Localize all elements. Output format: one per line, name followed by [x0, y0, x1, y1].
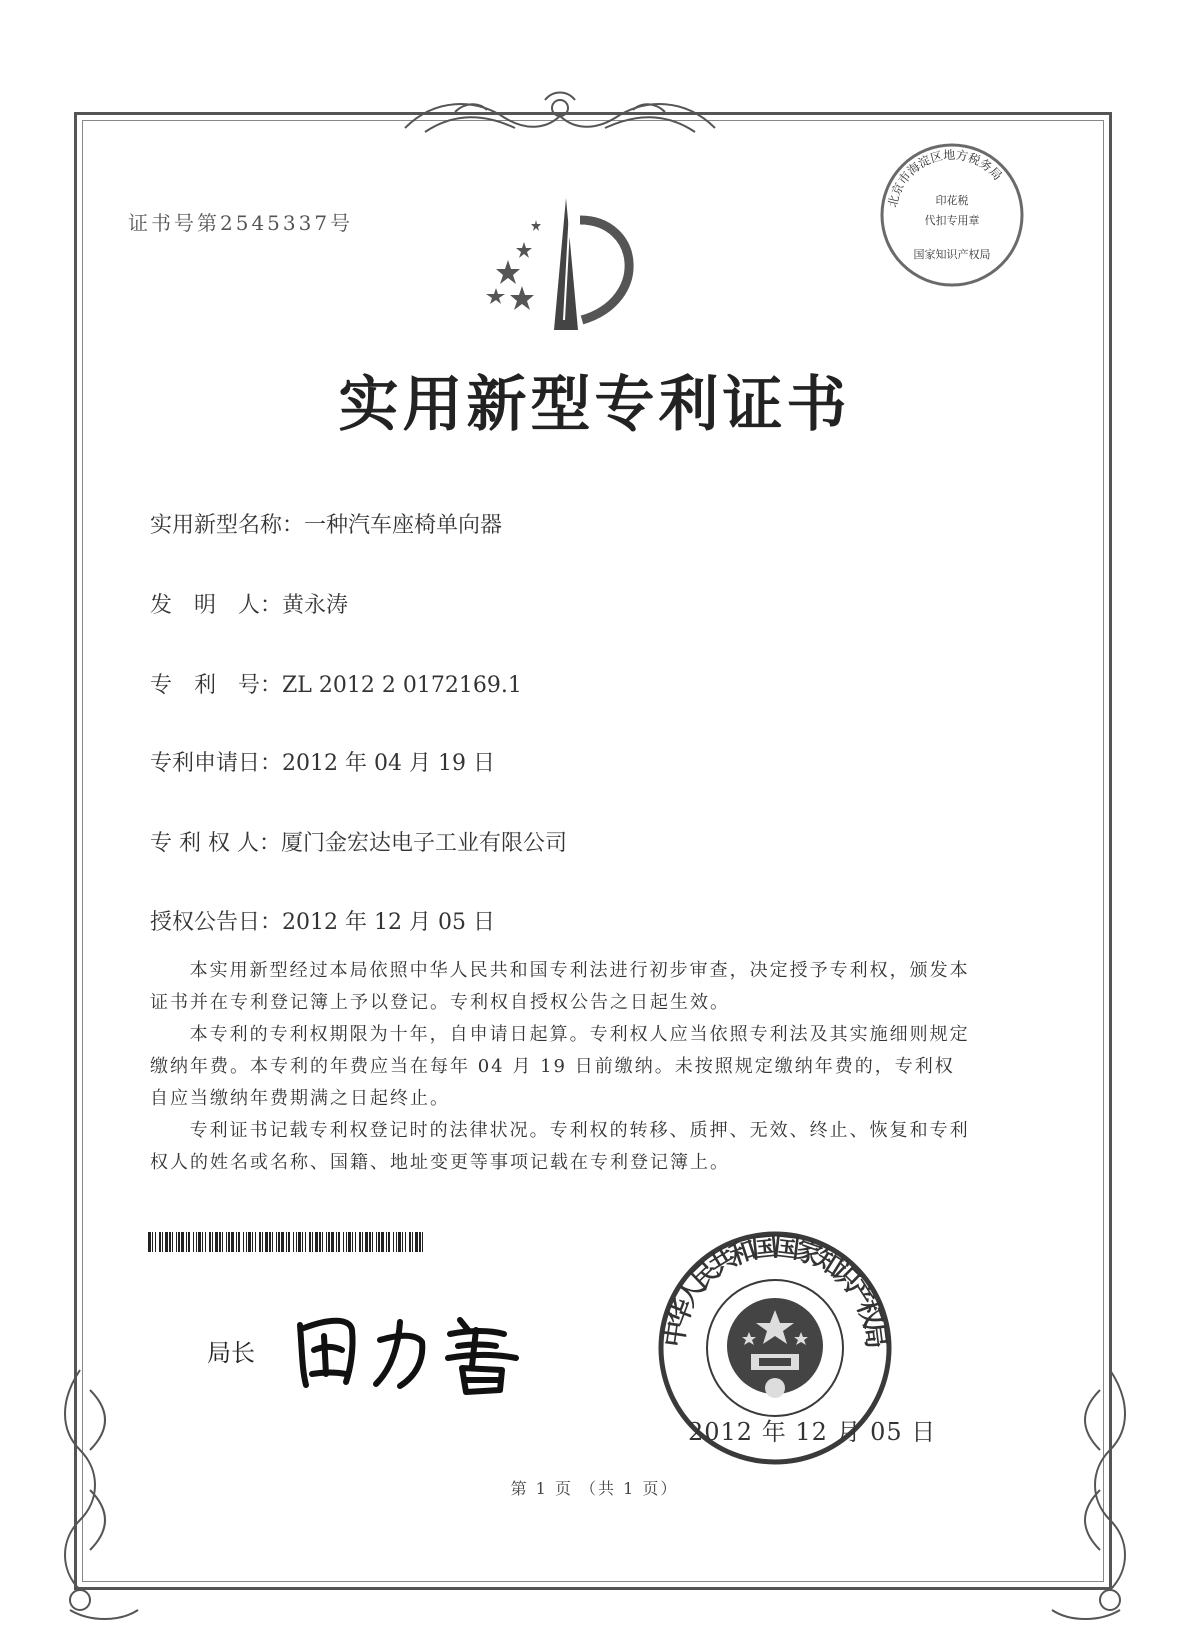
barcode-bar	[336, 1232, 337, 1252]
barcode-bar	[219, 1232, 221, 1252]
barcode-bar	[262, 1232, 263, 1252]
barcode-bar	[348, 1232, 351, 1252]
barcode-bar	[286, 1232, 287, 1252]
barcode-bar	[355, 1232, 356, 1252]
barcode-bar	[415, 1232, 418, 1252]
field-label: 实用新型名称：	[150, 513, 305, 538]
barcode-bar	[188, 1232, 190, 1252]
barcode-bar	[198, 1232, 201, 1252]
barcode-bar	[322, 1232, 323, 1252]
seal-center-line2: 代扣专用章	[924, 214, 980, 227]
field-value: 2012 年 12 月 05 日	[282, 910, 495, 935]
barcode-bar	[276, 1232, 277, 1252]
barcode-bar	[281, 1232, 284, 1252]
field-label: 发 明 人：	[150, 593, 283, 618]
field-label: 授权公告日：	[150, 910, 283, 935]
barcode-bar	[296, 1232, 297, 1252]
barcode-bar	[305, 1232, 306, 1252]
field-patentee	[150, 826, 567, 857]
barcode-bar	[386, 1232, 387, 1252]
barcode-bar	[388, 1232, 390, 1252]
barcode-bar	[165, 1232, 168, 1252]
barcode-bar	[212, 1232, 213, 1252]
barcode-bar	[181, 1232, 184, 1252]
barcode-bar	[328, 1232, 330, 1252]
certificate-number: 证书号第2545337号	[128, 211, 354, 235]
barcode-bar	[193, 1232, 194, 1252]
field-label: 专利申请日：	[150, 751, 283, 776]
field-patent-number	[150, 668, 522, 699]
barcode-bar	[309, 1232, 311, 1252]
field-value: 2012 年 04 月 19 日	[282, 751, 495, 776]
field-grant-date	[150, 905, 495, 936]
seal-date: 2012 年 12 月 05 日	[688, 1418, 937, 1446]
barcode-bar	[205, 1232, 206, 1252]
barcode-bar	[288, 1232, 290, 1252]
barcode-bar	[422, 1232, 423, 1252]
barcode-bar	[215, 1232, 218, 1252]
barcode-bar	[381, 1232, 384, 1252]
field-value: 一种汽车座椅单向器	[304, 513, 503, 538]
barcode-bar	[228, 1232, 230, 1252]
barcode-bar	[196, 1232, 197, 1252]
barcode-bar	[362, 1232, 363, 1252]
barcode-bar	[238, 1232, 240, 1252]
barcode-bar	[152, 1232, 153, 1252]
page-footer: 第 1 页 （共 1 页）	[510, 1479, 679, 1498]
barcode-bar	[169, 1232, 171, 1252]
field-label: 专 利 权 人：	[150, 831, 281, 856]
barcode-bar	[298, 1232, 301, 1252]
seal-center-line1: 印花税	[935, 194, 969, 207]
field-value: 厦门金宏达电子工业有限公司	[280, 831, 567, 856]
barcode-bar	[252, 1232, 253, 1252]
barcode-bar	[278, 1232, 280, 1252]
barcode-bar	[248, 1232, 251, 1252]
barcode-bar	[243, 1232, 244, 1252]
barcode-bar	[265, 1232, 268, 1252]
barcode-bar	[269, 1232, 271, 1252]
barcode-bar	[372, 1232, 373, 1252]
body-paragraph: 本实用新型经过本局依照中华人民共和国专利法进行初步审查，决定授予专利权，颁发本证书并在专利登记簿上予以登记。专利权自授权公告之日起生效。	[150, 960, 970, 1013]
barcode-icon	[148, 1232, 426, 1252]
barcode-bar	[202, 1232, 203, 1252]
barcode-bar	[365, 1232, 368, 1252]
barcode-bar	[148, 1232, 151, 1252]
barcode-bar	[162, 1232, 163, 1252]
barcode-bar	[315, 1232, 318, 1252]
field-utility-model-name	[150, 508, 502, 539]
barcode-bar	[236, 1232, 237, 1252]
field-value: 黄永涛	[282, 593, 349, 618]
barcode-bar	[186, 1232, 187, 1252]
seal-bottom-text: 国家知识产权局	[913, 248, 991, 261]
barcode-bar	[412, 1232, 413, 1252]
barcode-bar	[293, 1232, 294, 1252]
big-seal-ring-text: 中华人民共和国国家知识产权局	[659, 1232, 891, 1351]
certificate-body	[150, 955, 970, 1179]
handwritten-signature	[290, 1300, 540, 1400]
barcode-bar	[338, 1232, 340, 1252]
chief-label: 局长	[207, 1339, 255, 1367]
barcode-bar	[343, 1232, 344, 1252]
field-value: ZL 2012 2 0172169.1	[282, 673, 522, 698]
barcode-bar	[226, 1232, 227, 1252]
barcode-bar	[172, 1232, 173, 1252]
barcode-bar	[209, 1232, 211, 1252]
barcode-bar	[405, 1232, 406, 1252]
barcode-bar	[231, 1232, 234, 1252]
barcode-bar	[302, 1232, 303, 1252]
top-ornament-icon	[395, 88, 725, 144]
barcode-bar	[359, 1232, 361, 1252]
barcode-bar	[259, 1232, 261, 1252]
tax-seal-stamp	[877, 140, 1027, 290]
barcode-bar	[409, 1232, 411, 1252]
field-inventor	[150, 588, 348, 619]
certificate-title: 实用新型专利证书	[338, 370, 851, 440]
barcode-bar	[376, 1232, 377, 1252]
field-application-date	[150, 746, 495, 777]
barcode-bar	[155, 1232, 156, 1252]
barcode-bar	[346, 1232, 347, 1252]
barcode-bar	[402, 1232, 403, 1252]
barcode-bar	[319, 1232, 321, 1252]
patent-office-emblem-icon	[470, 190, 660, 340]
barcode-bar	[396, 1232, 397, 1252]
barcode-bar	[393, 1232, 394, 1252]
barcode-bar	[159, 1232, 161, 1252]
body-paragraph: 本专利的专利权期限为十年，自申请日起算。专利权人应当依照专利法及其实施细则规定缴纳年费。本专利的年费应当在每年 04 月 19 日前缴纳。未按照规定缴纳年费的，专利权自应当缴纳年费期满之日起终止。	[150, 1024, 970, 1109]
barcode-bar	[326, 1232, 327, 1252]
body-paragraph: 专利证书记载专利权登记时的法律状况。专利权的转移、质押、无效、终止、恢复和专利权人的姓名或名称、国籍、地址变更等事项记载在专利登记簿上。	[150, 1120, 970, 1173]
barcode-bar	[176, 1232, 177, 1252]
barcode-bar	[222, 1232, 223, 1252]
barcode-bar	[352, 1232, 353, 1252]
barcode-bar	[272, 1232, 273, 1252]
barcode-bar	[255, 1232, 256, 1252]
barcode-bar	[178, 1232, 180, 1252]
barcode-bar	[419, 1232, 421, 1252]
seal-ring-text: 北京市海淀区地方税务局	[885, 147, 1005, 209]
barcode-bar	[378, 1232, 380, 1252]
barcode-bar	[331, 1232, 334, 1252]
barcode-bar	[312, 1232, 313, 1252]
barcode-bar	[246, 1232, 247, 1252]
national-emblem-icon	[727, 1298, 823, 1398]
barcode-bar	[398, 1232, 401, 1252]
field-label: 专 利 号：	[150, 673, 283, 698]
barcode-bar	[369, 1232, 371, 1252]
